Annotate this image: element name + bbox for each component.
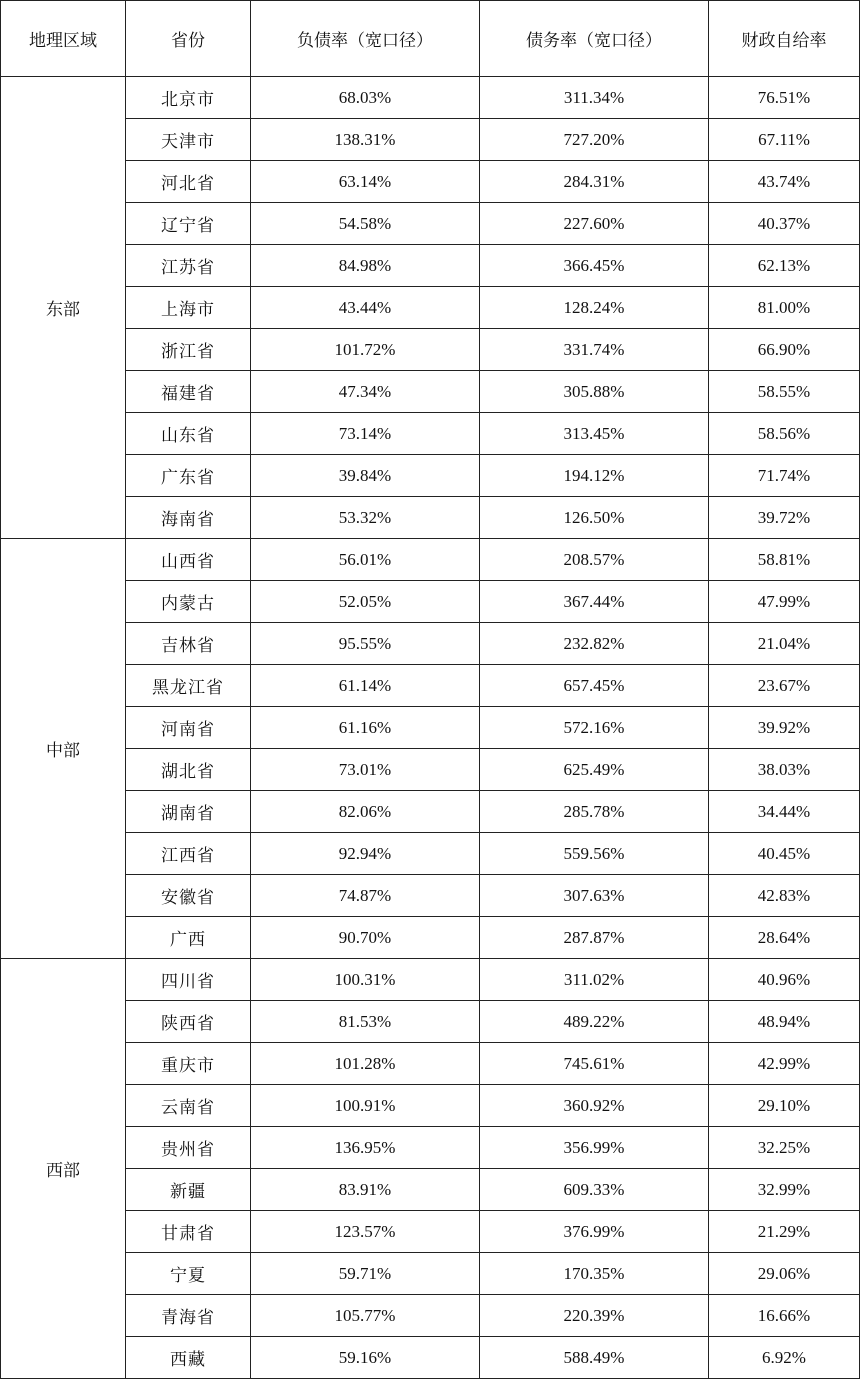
- fiscal-self-sufficiency-cell: 21.29%: [709, 1211, 860, 1253]
- liability-ratio-cell: 83.91%: [251, 1169, 480, 1211]
- liability-ratio-cell: 61.14%: [251, 665, 480, 707]
- debt-ratio-cell: 307.63%: [480, 875, 709, 917]
- liability-ratio-cell: 59.16%: [251, 1337, 480, 1379]
- liability-ratio-cell: 59.71%: [251, 1253, 480, 1295]
- debt-ratio-cell: 126.50%: [480, 497, 709, 539]
- table-row: [1, 1295, 860, 1337]
- table-row: [1, 623, 860, 665]
- fiscal-self-sufficiency-cell: 32.25%: [709, 1127, 860, 1169]
- fiscal-self-sufficiency-cell: 23.67%: [709, 665, 860, 707]
- liability-ratio-cell: 95.55%: [251, 623, 480, 665]
- table-row: [1, 749, 860, 791]
- table-row: [1, 497, 860, 539]
- province-cell: 安徽省: [126, 875, 251, 917]
- province-cell: 陕西省: [126, 1001, 251, 1043]
- fiscal-self-sufficiency-cell: 66.90%: [709, 329, 860, 371]
- fiscal-self-sufficiency-cell: 81.00%: [709, 287, 860, 329]
- header-row: [1, 1, 860, 77]
- fiscal-self-sufficiency-cell: 62.13%: [709, 245, 860, 287]
- table-row: [1, 413, 860, 455]
- debt-ratio-cell: 227.60%: [480, 203, 709, 245]
- fiscal-self-sufficiency-cell: 29.06%: [709, 1253, 860, 1295]
- province-cell: 甘肃省: [126, 1211, 251, 1253]
- table-row: [1, 1001, 860, 1043]
- table-row: [1, 665, 860, 707]
- table-row: [1, 203, 860, 245]
- debt-ratio-cell: 208.57%: [480, 539, 709, 581]
- debt-ratio-cell: 356.99%: [480, 1127, 709, 1169]
- liability-ratio-cell: 84.98%: [251, 245, 480, 287]
- debt-ratio-cell: 170.35%: [480, 1253, 709, 1295]
- debt-ratio-cell: 727.20%: [480, 119, 709, 161]
- table-row: [1, 77, 860, 119]
- debt-ratio-cell: 572.16%: [480, 707, 709, 749]
- debt-ratio-cell: 625.49%: [480, 749, 709, 791]
- fiscal-self-sufficiency-cell: 58.81%: [709, 539, 860, 581]
- liability-ratio-cell: 74.87%: [251, 875, 480, 917]
- liability-ratio-cell: 82.06%: [251, 791, 480, 833]
- liability-ratio-cell: 61.16%: [251, 707, 480, 749]
- province-cell: 吉林省: [126, 623, 251, 665]
- liability-ratio-cell: 81.53%: [251, 1001, 480, 1043]
- province-cell: 天津市: [126, 119, 251, 161]
- debt-ratio-cell: 559.56%: [480, 833, 709, 875]
- fiscal-self-sufficiency-cell: 40.96%: [709, 959, 860, 1001]
- table-row: [1, 1085, 860, 1127]
- debt-ratio-cell: 745.61%: [480, 1043, 709, 1085]
- province-cell: 云南省: [126, 1085, 251, 1127]
- liability-ratio-cell: 123.57%: [251, 1211, 480, 1253]
- fiscal-self-sufficiency-cell: 58.56%: [709, 413, 860, 455]
- debt-ratio-cell: 657.45%: [480, 665, 709, 707]
- table-row: [1, 833, 860, 875]
- debt-ratio-cell: 305.88%: [480, 371, 709, 413]
- table-row: [1, 1169, 860, 1211]
- fiscal-self-sufficiency-cell: 39.92%: [709, 707, 860, 749]
- fiscal-self-sufficiency-cell: 21.04%: [709, 623, 860, 665]
- liability-ratio-cell: 101.72%: [251, 329, 480, 371]
- liability-ratio-cell: 56.01%: [251, 539, 480, 581]
- province-cell: 青海省: [126, 1295, 251, 1337]
- fiscal-self-sufficiency-cell: 32.99%: [709, 1169, 860, 1211]
- table-row: [1, 1043, 860, 1085]
- debt-ratio-cell: 284.31%: [480, 161, 709, 203]
- province-cell: 黑龙江省: [126, 665, 251, 707]
- liability-ratio-cell: 138.31%: [251, 119, 480, 161]
- debt-ratio-cell: 311.34%: [480, 77, 709, 119]
- province-cell: 福建省: [126, 371, 251, 413]
- liability-ratio-cell: 100.91%: [251, 1085, 480, 1127]
- debt-ratio-cell: 366.45%: [480, 245, 709, 287]
- province-cell: 江苏省: [126, 245, 251, 287]
- province-cell: 贵州省: [126, 1127, 251, 1169]
- table-row: [1, 917, 860, 959]
- debt-ratio-cell: 128.24%: [480, 287, 709, 329]
- province-cell: 内蒙古: [126, 581, 251, 623]
- liability-ratio-cell: 53.32%: [251, 497, 480, 539]
- table-row: [1, 455, 860, 497]
- fiscal-self-sufficiency-cell: 38.03%: [709, 749, 860, 791]
- province-cell: 山西省: [126, 539, 251, 581]
- header-fiscal-self-sufficiency: 财政自给率: [709, 1, 860, 77]
- fiscal-self-sufficiency-cell: 6.92%: [709, 1337, 860, 1379]
- province-cell: 江西省: [126, 833, 251, 875]
- debt-ratio-cell: 367.44%: [480, 581, 709, 623]
- liability-ratio-cell: 43.44%: [251, 287, 480, 329]
- province-cell: 海南省: [126, 497, 251, 539]
- liability-ratio-cell: 47.34%: [251, 371, 480, 413]
- table-row: [1, 329, 860, 371]
- province-cell: 西藏: [126, 1337, 251, 1379]
- fiscal-self-sufficiency-cell: 42.83%: [709, 875, 860, 917]
- province-cell: 湖南省: [126, 791, 251, 833]
- liability-ratio-cell: 52.05%: [251, 581, 480, 623]
- table-row: [1, 287, 860, 329]
- liability-ratio-cell: 68.03%: [251, 77, 480, 119]
- debt-ratio-cell: 331.74%: [480, 329, 709, 371]
- table-row: [1, 959, 860, 1001]
- table-row: [1, 791, 860, 833]
- debt-ratio-cell: 376.99%: [480, 1211, 709, 1253]
- liability-ratio-cell: 39.84%: [251, 455, 480, 497]
- province-cell: 广东省: [126, 455, 251, 497]
- table-row: [1, 1253, 860, 1295]
- province-cell: 辽宁省: [126, 203, 251, 245]
- fiscal-self-sufficiency-cell: 40.45%: [709, 833, 860, 875]
- table-row: [1, 245, 860, 287]
- liability-ratio-cell: 136.95%: [251, 1127, 480, 1169]
- region-cell: 东部: [1, 77, 126, 539]
- liability-ratio-cell: 101.28%: [251, 1043, 480, 1085]
- table-row: [1, 371, 860, 413]
- liability-ratio-cell: 63.14%: [251, 161, 480, 203]
- fiscal-self-sufficiency-cell: 42.99%: [709, 1043, 860, 1085]
- table-row: [1, 119, 860, 161]
- fiscal-self-sufficiency-cell: 28.64%: [709, 917, 860, 959]
- province-cell: 湖北省: [126, 749, 251, 791]
- province-cell: 广西: [126, 917, 251, 959]
- fiscal-self-sufficiency-cell: 76.51%: [709, 77, 860, 119]
- province-cell: 北京市: [126, 77, 251, 119]
- fiscal-self-sufficiency-cell: 58.55%: [709, 371, 860, 413]
- table-row: [1, 161, 860, 203]
- table-row: [1, 1211, 860, 1253]
- liability-ratio-cell: 54.58%: [251, 203, 480, 245]
- province-cell: 山东省: [126, 413, 251, 455]
- header-liability-ratio: 负债率（宽口径）: [251, 1, 480, 77]
- province-cell: 四川省: [126, 959, 251, 1001]
- province-cell: 河南省: [126, 707, 251, 749]
- fiscal-self-sufficiency-cell: 34.44%: [709, 791, 860, 833]
- liability-ratio-cell: 92.94%: [251, 833, 480, 875]
- province-cell: 宁夏: [126, 1253, 251, 1295]
- debt-ratio-cell: 232.82%: [480, 623, 709, 665]
- debt-ratio-cell: 220.39%: [480, 1295, 709, 1337]
- province-cell: 上海市: [126, 287, 251, 329]
- debt-ratio-cell: 360.92%: [480, 1085, 709, 1127]
- table-row: [1, 875, 860, 917]
- liability-ratio-cell: 100.31%: [251, 959, 480, 1001]
- table-row: [1, 707, 860, 749]
- fiscal-self-sufficiency-cell: 40.37%: [709, 203, 860, 245]
- fiscal-self-sufficiency-cell: 67.11%: [709, 119, 860, 161]
- fiscal-self-sufficiency-cell: 29.10%: [709, 1085, 860, 1127]
- fiscal-self-sufficiency-cell: 43.74%: [709, 161, 860, 203]
- fiscal-self-sufficiency-cell: 39.72%: [709, 497, 860, 539]
- table-row: [1, 1127, 860, 1169]
- debt-ratio-cell: 311.02%: [480, 959, 709, 1001]
- province-cell: 浙江省: [126, 329, 251, 371]
- liability-ratio-cell: 90.70%: [251, 917, 480, 959]
- debt-ratio-cell: 194.12%: [480, 455, 709, 497]
- debt-ratio-cell: 588.49%: [480, 1337, 709, 1379]
- province-cell: 河北省: [126, 161, 251, 203]
- debt-ratio-cell: 287.87%: [480, 917, 709, 959]
- table-body: [1, 77, 860, 1379]
- liability-ratio-cell: 73.14%: [251, 413, 480, 455]
- debt-ratio-cell: 609.33%: [480, 1169, 709, 1211]
- header-province: 省份: [126, 1, 251, 77]
- debt-ratio-cell: 285.78%: [480, 791, 709, 833]
- table-row: [1, 539, 860, 581]
- fiscal-self-sufficiency-cell: 71.74%: [709, 455, 860, 497]
- province-cell: 重庆市: [126, 1043, 251, 1085]
- debt-ratio-cell: 489.22%: [480, 1001, 709, 1043]
- fiscal-self-sufficiency-cell: 47.99%: [709, 581, 860, 623]
- region-cell: 西部: [1, 959, 126, 1379]
- region-cell: 中部: [1, 539, 126, 959]
- liability-ratio-cell: 105.77%: [251, 1295, 480, 1337]
- header-debt-ratio: 债务率（宽口径）: [480, 1, 709, 77]
- fiscal-self-sufficiency-cell: 16.66%: [709, 1295, 860, 1337]
- header-region: 地理区域: [1, 1, 126, 77]
- province-cell: 新疆: [126, 1169, 251, 1211]
- debt-ratio-cell: 313.45%: [480, 413, 709, 455]
- fiscal-self-sufficiency-cell: 48.94%: [709, 1001, 860, 1043]
- table-row: [1, 581, 860, 623]
- liability-ratio-cell: 73.01%: [251, 749, 480, 791]
- table-row: [1, 1337, 860, 1379]
